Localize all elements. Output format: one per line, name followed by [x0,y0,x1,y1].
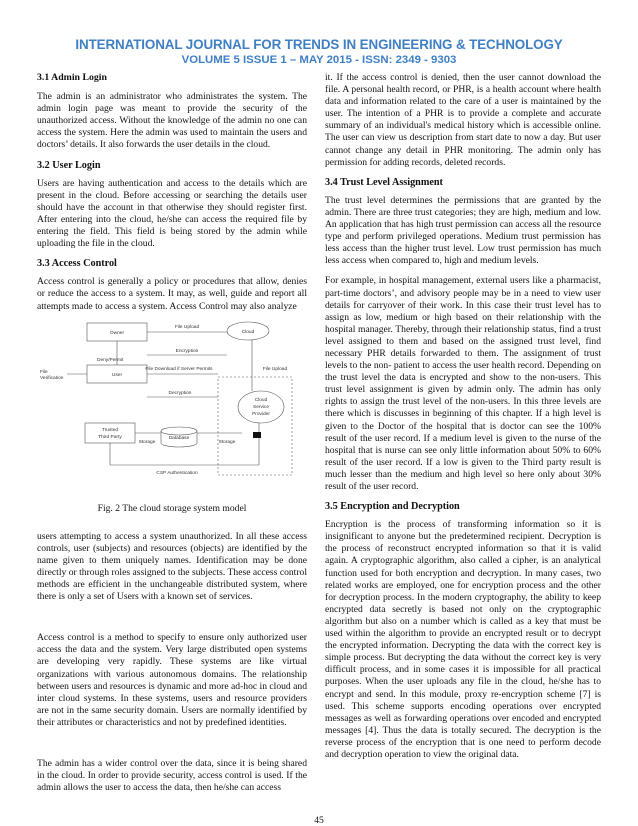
decryption-label: Decryption [168,390,192,396]
section-3-3-text: Access control is generally a policy or procedures that allow, denies or reduce the access to a system. It may, as well, guide and report all attempts made to access a system. Access Control may also analyze [37,276,307,312]
section-3-5-heading: 3.5 Encryption and Decryption [325,501,460,513]
owner-label: Owner [109,330,125,336]
section-3-5-text: Encryption is the process of transforming information so it is insignificant to anyone but the predetermined recipient. Decryption is the process of reconstruct encrypted information so that it is valid again. A cryptographic algorithm, also called a cipher, is an analytical function used for both encryption and decryption. In many cases, two related works are employed, one for encryption process and the other for decryption process. In the modern cryptography, the ability to keep encrypted data secretly is based not only on the cryptographic algorithm but also on a number which is called as a key that must be used within the algorithm to provide an encrypted result or to decrypt the encrypted information. Decrypting the data with the correct key is simple process. But decrypting the data without the correct key is very difficult process, and in some cases it is impossible for all practical purposes. When the user uploads any file in the cloud, he/she has to encrypt and send. In this module, proxy re-encryption scheme [7] is used. This scheme supports encoding operations over encrypted messages as well as forwarding operations over encoded and encrypted messages [4]. Thus the data is totally secured. The decryption is the reverse process of the encryption that is one need to perform decode and decryption operation to view the original data. [325,519,601,760]
cloud-storage-figure [37,317,307,493]
figure-caption: Fig. 2 The cloud storage system model [97,502,247,514]
database-label: Database [168,435,190,441]
admin-control-text: The admin has a wider control over the data, since it is being shared in the cloud. In order to provide security, access control is used. If the admin allows the user to access the data, then he/she can access [37,758,307,794]
cloud-storage-diagram [37,317,307,493]
file-upload-right-label: File Upload [262,366,288,372]
csp-server-icon [253,432,261,438]
section-3-3-heading: 3.3 Access Control [37,258,117,270]
user-label: User [111,372,123,378]
csp-label-3: Provider [252,411,270,417]
access-control-method-text: Access control is a method to specify to ensure only authorized user access the data and the system. Very large distributed open systems are developing very rapidly. These systems are like virtual organizations with various autonomous domains. The relationship between users and resources is dynamic and more ad-hoc in cloud and inter cloud systems. In these systems, users and resource providers are not in the same security domain. Users are normally identified by their attributes or characteristics and not by predefined identities. [37,632,307,728]
file-verification-label-2: Verification [40,375,64,381]
section-3-2-heading: 3.2 User Login [37,159,101,171]
database-top [161,427,197,435]
csp-auth-label: CSP Authentication [156,470,198,476]
cloud-label: Cloud [241,329,255,335]
encryption-label: Encryption [175,348,199,354]
storage-right-label: Storage [218,439,236,445]
csp-label-2: Service [253,404,269,410]
section-3-4-heading: 3.4 Trust Level Assignment [325,176,443,188]
csp-label-1: Cloud [254,397,268,403]
file-upload-top-label: File Upload [174,324,200,330]
deny-permit-label: Deny/Permit [97,357,124,363]
trusted-label-2: Third Party [98,434,122,440]
storage-left-label: Storage [138,439,156,445]
left-column [37,72,307,802]
section-3-4-text-2: For example, in hospital management, external users like a pharmacist, part-time doctors’, and advisory people may be in a need to view user details for carryover of their work. In this case their trust level has to assign as low, medium or high based on their relationship with the hospital manager. Thereby, through their relationship status, find a trust level assigned to them and based on the assigned trust level, find necessary PHR details forwarded to them. The assignment of trust levels to the non- patient to access the user health record. Depending on the trust level the data is encrypted and show to the non-users. This trust level assignment is given by admin only. The admin has only rights to assign the trust level of the non-users. In this three levels are there which is discusses in beginning of this chapter. If a high level is given to the Doctor of the hospital that is doctor can see the 100% result of the user record. If a medium level is given to the nurse of the hospital that is nurse can see only little information about 50% to 60% result of the user record. If a low is given to the Third party result is much lesser than the medium and high level so here only about 30% result of the user record. [325,275,601,492]
file-verification-label-1: File [40,369,48,375]
phr-text: it. If the access control is denied, then the user cannot download the file. A personal health record, or PHR, is a health account where health data and information related to the care of a user is maintained by the user. The intention of a PHR is to provide a complete and accurate summary of an individual's medical history which is accessible online. The user can view us description from start date to now a day. But user cannot change any detail in PHR monitoring. The admin only has permission for adding records, deleted records. [325,72,601,168]
trusted-third-party-box [85,423,135,443]
right-column [325,72,601,769]
section-3-2-text: Users are having authentication and access to the details which are present in the cloud. Before accessing or searching the details user should have the account in that otherwise they should register first. After entering into the cloud, he/she can access the required file by entering the field. This field is being stored by the admin while uploading the file in the cloud. [37,177,307,250]
journal-volume: VOLUME 5 ISSUE 1 – MAY 2015 - ISSN: 2349 - 9303 [181,54,457,66]
section-3-4-text-1: The trust level determines the permissions that are granted by the admin. There are three trust categories; they are high, medium and low. An application that has high trust permission can access all the resource type and perform privileged operations. Medium trust permission has less access than the higher trust level. Low trust permission has much less access when compared to, high and medium levels. [325,194,601,267]
journal-title: INTERNATIONAL JOURNAL FOR TRENDS IN ENGINEERING & TECHNOLOGY [75,37,563,52]
file-download-label: File Download if Server Permits [145,366,213,372]
trusted-label-1: Trusted [101,427,119,433]
page-number: 45 [314,815,324,826]
section-3-1-heading: 3.1 Admin Login [37,72,107,83]
section-3-1-text: The admin is an administrator who administrates the system. The admin login page was meant to provide the security of the unauthorized access. Without the knowledge of the admin no one can access the system. Here the admin was used to maintain the users and doctors’ details. It also forwards the user details in the cloud. [37,91,307,151]
access-control-continued-text: users attempting to access a system unauthorized. In all these access controls, user (subjects) and resources (objects) are identified by the name given to them uniquely names. Identification may be done directly or through roles assigned to the subjects. These access control methods are efficient in the unchangeable distributed system, where there is only a set of Users with a known set of services. [37,530,307,603]
